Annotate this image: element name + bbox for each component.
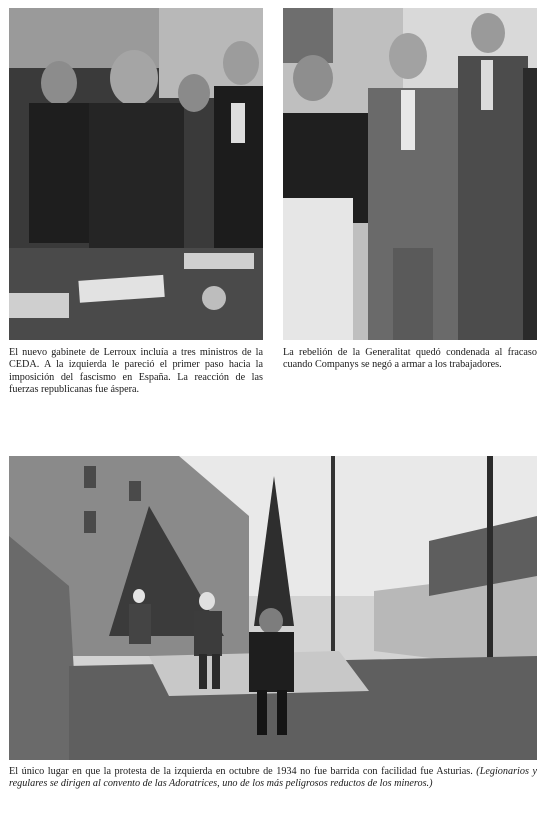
photo-asturias-street bbox=[9, 456, 537, 760]
caption-generalitat: La rebelión de la Generalitat quedó condenada al fracaso cuando Companys se negó a armar a los trabajadores. bbox=[283, 347, 537, 371]
caption-lerroux-cabinet: El nuevo gabinete de Lerroux incluía a tres ministros de la CEDA. A la izquierda le pareció el primer paso hacia la imposición del fascismo en España. La reacción de las fuerzas republicanas fue áspera. bbox=[9, 347, 263, 396]
caption-asturias-italic: (Legionarios y regulares se dirigen al convento de las Adoratrices, uno de los más peligrosos reductos de los mineros.) bbox=[9, 766, 537, 790]
photo-lerroux-cabinet bbox=[9, 8, 263, 340]
caption-asturias-main: El único lugar en que la protesta de la izquierda en octubre de 1934 no fue barrida con facilidad fue Asturias. bbox=[9, 766, 473, 777]
caption-asturias bbox=[9, 766, 537, 791]
photo-generalitat-companys bbox=[283, 8, 537, 340]
